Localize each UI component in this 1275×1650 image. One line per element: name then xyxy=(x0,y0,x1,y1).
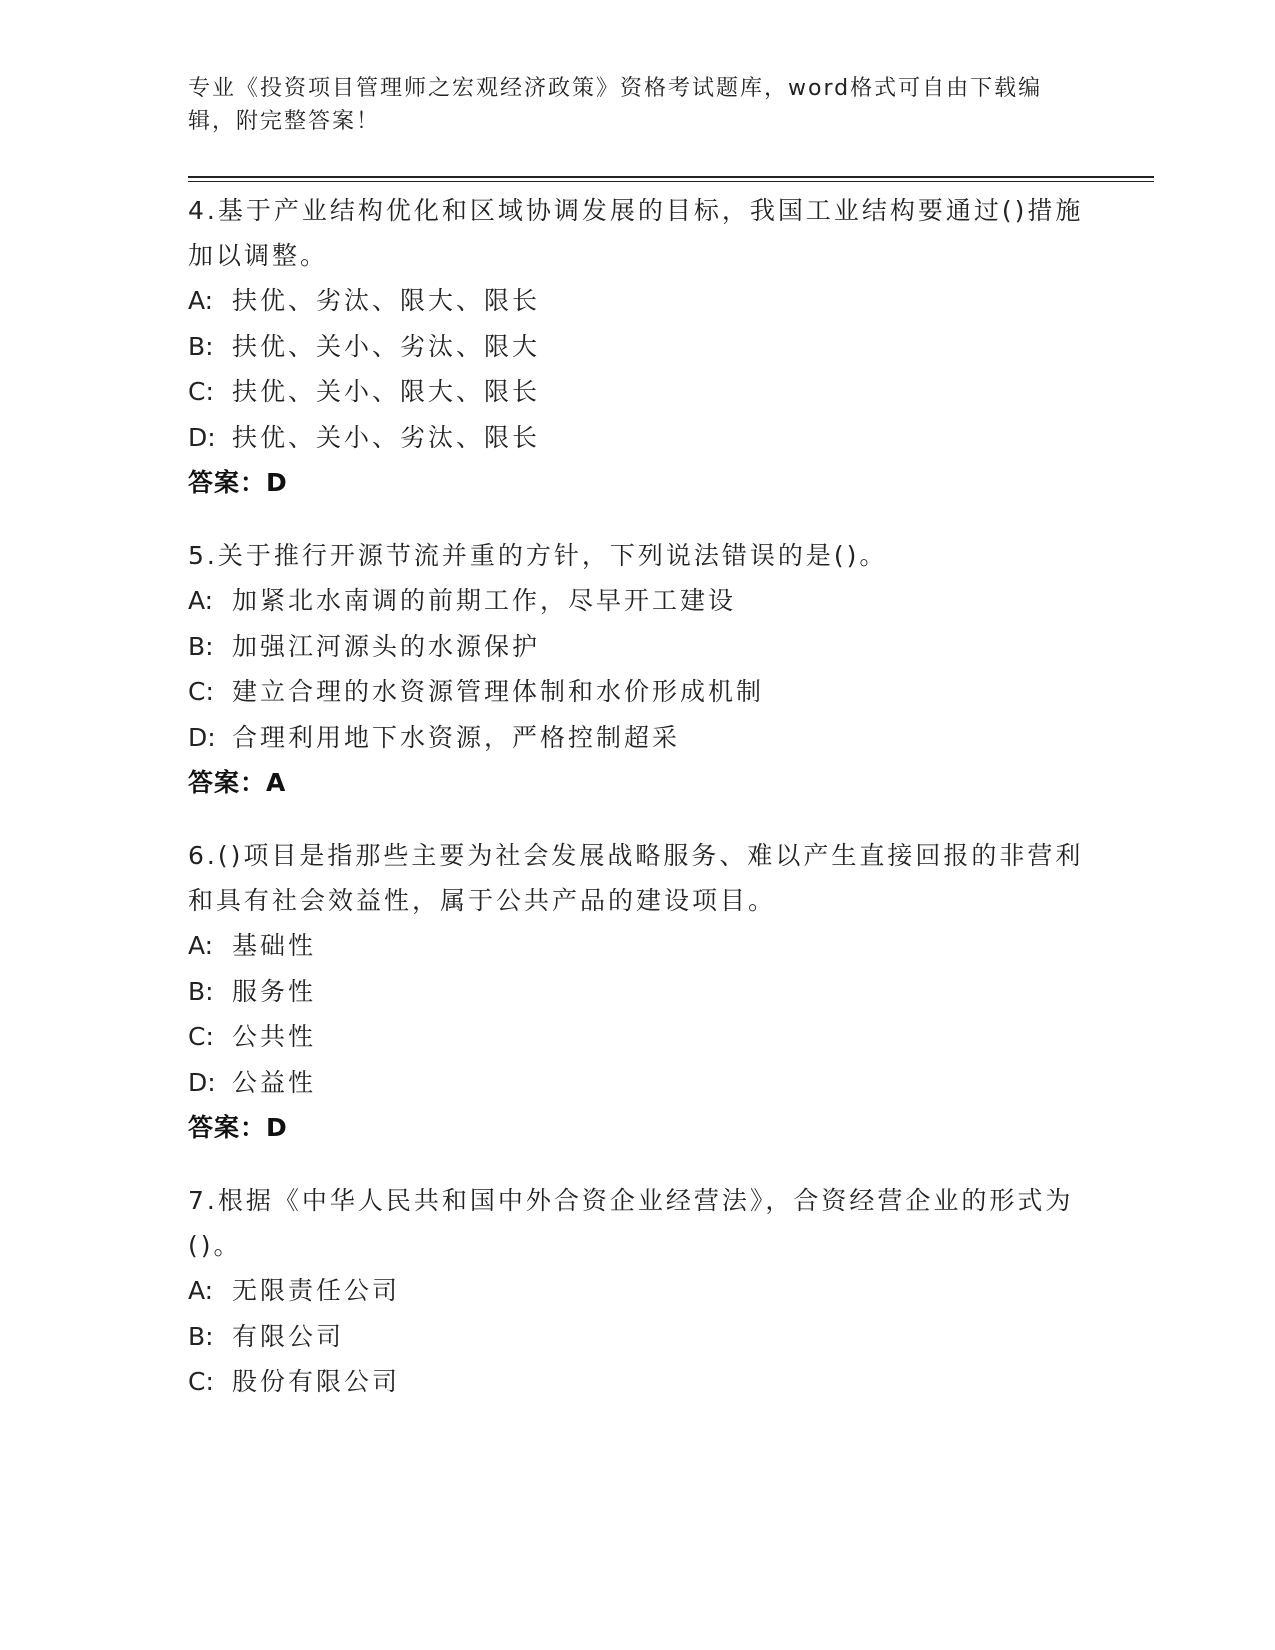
answer-line: 答案：A xyxy=(188,768,287,797)
option-text: 扶优、劣汰、限大、限长 xyxy=(232,286,541,315)
option-a xyxy=(188,923,1088,969)
option-a xyxy=(188,278,1088,324)
option-key: B: xyxy=(188,1321,214,1351)
option-key: D: xyxy=(188,422,216,452)
option-key: C: xyxy=(188,1022,214,1051)
option-c xyxy=(188,1014,1088,1060)
option-text: 公共性 xyxy=(232,1022,317,1051)
option-text: 扶优、关小、劣汰、限大 xyxy=(232,331,541,361)
option-b xyxy=(188,1314,1088,1360)
question-6 xyxy=(188,833,1088,1150)
question-stem: 6.()项目是指那些主要为社会发展战略服务、难以产生直接回报的非营利和具有社会效益性，属于公共产品的建设项目。 xyxy=(188,841,1084,915)
question-list xyxy=(188,188,1088,1433)
option-key: B: xyxy=(188,976,214,1006)
answer-line: 答案：D xyxy=(188,468,288,497)
option-key: A: xyxy=(188,286,214,315)
option-text: 服务性 xyxy=(232,976,317,1006)
option-b xyxy=(188,624,1088,670)
option-key: C: xyxy=(188,1367,214,1396)
header-divider-thick xyxy=(188,176,1154,178)
option-key: A: xyxy=(188,931,214,960)
option-text: 合理利用地下水资源，严格控制超采 xyxy=(232,722,681,752)
option-d xyxy=(188,415,1088,461)
question-stem: 7.根据《中华人民共和国中外合资企业经营法》，合资经营企业的形式为()。 xyxy=(188,1186,1074,1260)
option-key: B: xyxy=(188,631,214,661)
option-key: D: xyxy=(188,1067,216,1097)
question-4 xyxy=(188,188,1088,505)
question-stem: 4.基于产业结构优化和区域协调发展的目标，我国工业结构要通过()措施加以调整。 xyxy=(188,196,1084,270)
option-a xyxy=(188,578,1088,624)
option-key: D: xyxy=(188,722,216,752)
option-text: 无限责任公司 xyxy=(232,1276,401,1305)
option-b xyxy=(188,969,1088,1015)
option-d xyxy=(188,1060,1088,1106)
option-key: C: xyxy=(188,377,214,406)
question-7 xyxy=(188,1178,1088,1405)
option-text: 建立合理的水资源管理体制和水价形成机制 xyxy=(232,677,765,706)
question-stem: 5.关于推行开源节流并重的方针，下列说法错误的是()。 xyxy=(188,541,888,570)
document-header xyxy=(188,72,1068,138)
answer-line: 答案：D xyxy=(188,1113,288,1142)
option-key: C: xyxy=(188,677,214,706)
option-key: A: xyxy=(188,586,214,615)
option-text: 扶优、关小、劣汰、限长 xyxy=(232,422,541,452)
option-text: 公益性 xyxy=(232,1067,317,1097)
option-c xyxy=(188,369,1088,415)
option-text: 扶优、关小、限大、限长 xyxy=(232,377,541,406)
option-a xyxy=(188,1268,1088,1314)
option-text: 股份有限公司 xyxy=(232,1367,401,1396)
option-d xyxy=(188,715,1088,761)
header-intro-text: 专业《投资项目管理师之宏观经济政策》资格考试题库，word格式可自由下载编辑，附完整答案！ xyxy=(188,76,1043,134)
option-c xyxy=(188,1359,1088,1405)
option-b xyxy=(188,324,1088,370)
option-text: 加紧北水南调的前期工作，尽早开工建设 xyxy=(232,586,737,615)
header-divider-thin xyxy=(188,181,1154,182)
option-key: B: xyxy=(188,331,214,361)
option-text: 加强江河源头的水源保护 xyxy=(232,631,541,661)
option-text: 有限公司 xyxy=(232,1321,345,1351)
question-5 xyxy=(188,533,1088,805)
option-c xyxy=(188,669,1088,715)
option-text: 基础性 xyxy=(232,931,317,960)
option-key: A: xyxy=(188,1276,214,1305)
